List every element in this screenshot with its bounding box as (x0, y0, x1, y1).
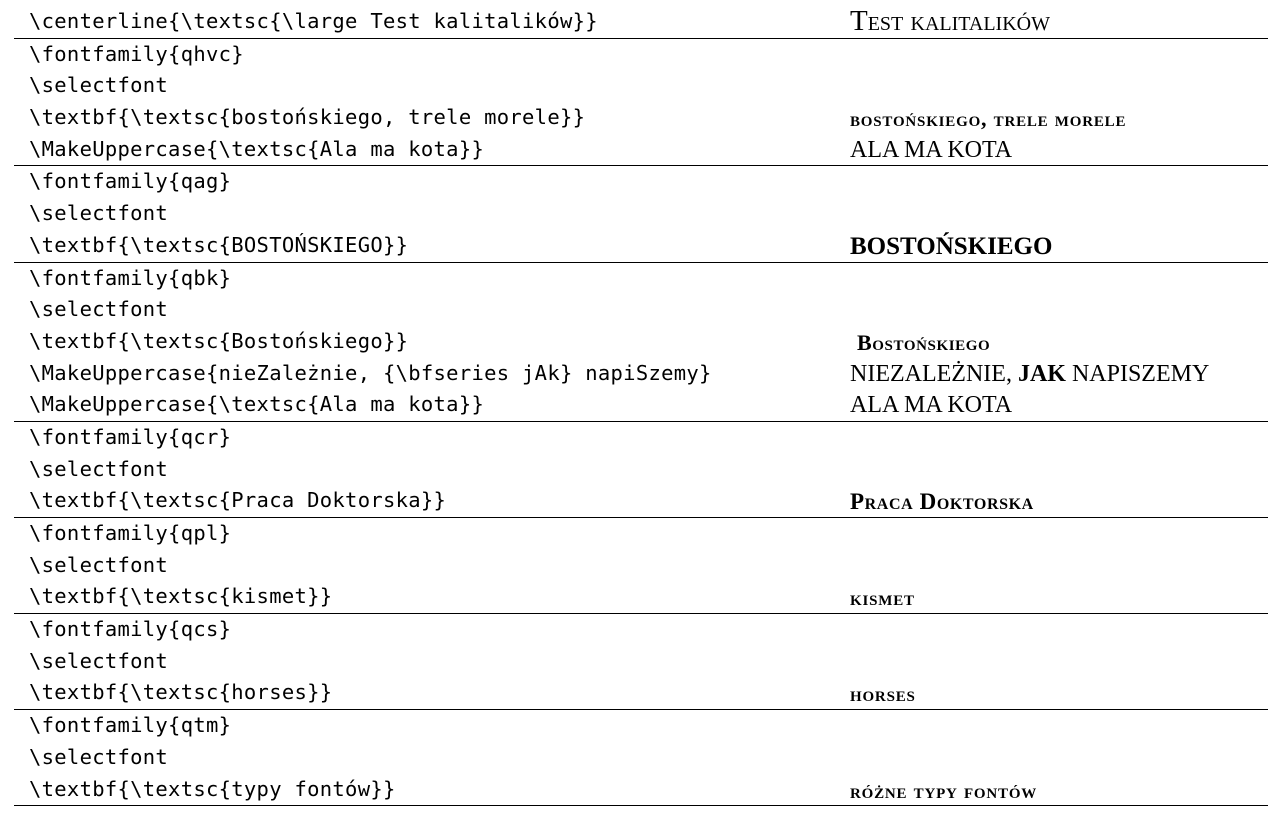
latex-code: \MakeUppercase{nieZależnie, {\bfseries jAk} napiSzemy} (29, 360, 712, 385)
latex-code: \selectfont (29, 456, 169, 481)
latex-code: \textbf{\textsc{typy fontów}} (29, 776, 396, 801)
rendered-output: kismet (850, 585, 915, 611)
table-row (14, 263, 1268, 295)
table-row (14, 550, 1268, 582)
rendered-bold-part: JAK (1017, 360, 1066, 387)
latex-code: \MakeUppercase{\textsc{Ala ma kota}} (29, 392, 485, 417)
table-row (14, 6, 1268, 38)
latex-code: \selectfont (29, 648, 169, 673)
latex-code: \textbf{\textsc{Praca Doktorska}} (29, 488, 447, 513)
table-block-qhvc (14, 39, 1268, 167)
latex-code: \fontfamily{qcr} (29, 424, 232, 449)
table-row (14, 710, 1268, 742)
table-block-qbk (14, 263, 1268, 422)
table-row (14, 326, 1268, 358)
table-block-qpl (14, 518, 1268, 614)
latex-code: \fontfamily{qpl} (29, 521, 232, 545)
table-row (14, 677, 1268, 709)
table-row (14, 230, 1268, 262)
table-row (14, 646, 1268, 678)
table-row (14, 454, 1268, 486)
table-row (14, 134, 1268, 166)
rendered-output (850, 358, 1209, 390)
rendered-output: Praca Doktorska (850, 489, 1034, 515)
rendered-title: Test kalitalików (850, 5, 1050, 37)
latex-code: \fontfamily{qtm} (29, 713, 232, 738)
table-row (14, 389, 1268, 421)
table-row (14, 39, 1268, 71)
rendered-text-part: NIEZALEŻNIE, (850, 360, 1018, 387)
table-row (14, 774, 1268, 806)
rendered-output: horses (850, 681, 916, 707)
latex-code: \MakeUppercase{\textsc{Ala ma kota}} (29, 136, 485, 161)
table-row (14, 166, 1268, 198)
latex-code: \textbf{\textsc{bostońskiego, trele morele}} (29, 105, 586, 130)
latex-code: \selectfont (29, 201, 169, 226)
latex-code: \selectfont (29, 744, 169, 769)
latex-code: \selectfont (29, 552, 169, 577)
latex-code: \textbf{\textsc{Bostońskiego}} (29, 328, 409, 353)
rendered-output: ALA MA KOTA (850, 136, 1013, 163)
table-row (14, 485, 1268, 517)
table-row (14, 422, 1268, 454)
table-row (14, 581, 1268, 613)
latex-code: \fontfamily{qag} (29, 169, 232, 194)
table-row (14, 358, 1268, 390)
table-row (14, 102, 1268, 134)
table-row (14, 198, 1268, 230)
latex-code: \fontfamily{qhvc} (29, 41, 244, 66)
rendered-output: ALA MA KOTA (850, 392, 1013, 419)
rendered-text-part: NAPISZEMY (1065, 360, 1210, 387)
rendered-output: Bostońskiego (857, 329, 991, 355)
table-row (14, 70, 1268, 102)
latex-code: \fontfamily{qcs} (29, 617, 232, 642)
table-block-title (14, 6, 1268, 39)
table-row (14, 294, 1268, 326)
table-row (14, 614, 1268, 646)
table-block-qcs (14, 614, 1268, 710)
table-row (14, 742, 1268, 774)
latex-code: \fontfamily{qbk} (29, 265, 232, 290)
table-row (14, 518, 1268, 550)
latex-code: \centerline{\textsc{\large Test kalitalików}} (29, 9, 598, 33)
latex-code: \selectfont (29, 297, 169, 322)
latex-code: \textbf{\textsc{BOSTOŃSKIEGO}} (29, 232, 409, 257)
table-block-qag (14, 166, 1268, 262)
latex-code: \selectfont (29, 73, 169, 98)
table-block-qtm (14, 710, 1268, 806)
latex-code: \textbf{\textsc{horses}} (29, 680, 333, 705)
latex-smallcaps-test-table (14, 6, 1268, 806)
rendered-output: bostońskiego, trele morele (850, 106, 1127, 132)
table-block-qcr (14, 422, 1268, 518)
rendered-output: różne typy fontów (850, 777, 1038, 803)
rendered-output: BOSTOŃSKIEGO (850, 232, 1053, 260)
latex-code: \textbf{\textsc{kismet}} (29, 584, 333, 609)
